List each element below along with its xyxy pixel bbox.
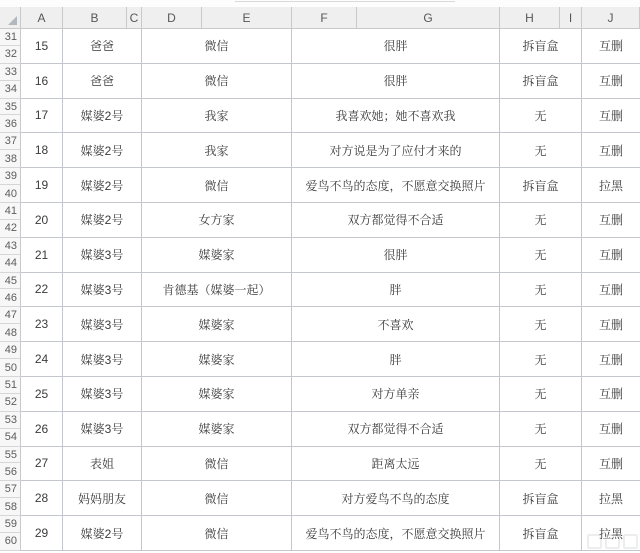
row-header[interactable]: 47 [0, 307, 20, 324]
cell-action[interactable]: 无 [500, 377, 582, 412]
row-header-pair [0, 99, 21, 134]
cell-place[interactable]: 媒婆家 [142, 307, 292, 342]
cell-result[interactable]: 互删 [582, 99, 640, 134]
cell-reason[interactable]: 距离太远 [292, 447, 500, 482]
cell-number[interactable]: 25 [21, 377, 63, 412]
table-row [0, 516, 640, 551]
cell-number[interactable]: 27 [21, 447, 63, 482]
cell-reason[interactable]: 不喜欢 [292, 307, 500, 342]
cell-reason[interactable]: 爱鸟不鸟的态度，不愿意交换照片 [292, 516, 500, 551]
table-row [0, 273, 640, 308]
cell-result[interactable]: 互删 [582, 29, 640, 64]
cell-place[interactable]: 微信 [142, 29, 292, 64]
table-row [0, 99, 640, 134]
cell-result[interactable]: 互删 [582, 412, 640, 447]
cell-number[interactable]: 16 [21, 64, 63, 99]
row-header-pair [0, 64, 21, 99]
cell-action[interactable]: 拆盲盒 [500, 29, 582, 64]
cell-reason[interactable]: 我喜欢她；她不喜欢我 [292, 99, 500, 134]
row-header[interactable]: 31 [0, 29, 20, 46]
cell-number[interactable]: 21 [21, 238, 63, 273]
row-header[interactable]: 52 [4, 396, 17, 409]
row-header[interactable]: 58 [4, 500, 17, 513]
table-row [0, 168, 640, 203]
cell-place[interactable]: 微信 [142, 481, 292, 516]
select-all-corner[interactable] [0, 7, 21, 28]
cell-action[interactable]: 无 [500, 203, 582, 238]
row-header[interactable]: 60 [4, 535, 17, 548]
cell-person[interactable]: 媒婆2号 [63, 203, 142, 238]
row-header[interactable]: 55 [0, 447, 20, 464]
cell-person[interactable]: 媒婆3号 [63, 238, 142, 273]
cell-person[interactable]: 媒婆2号 [63, 168, 142, 203]
table-row [0, 342, 640, 377]
cell-reason[interactable]: 胖 [292, 273, 500, 308]
table-row [0, 238, 640, 273]
row-header[interactable]: 54 [4, 431, 17, 444]
cell-number[interactable]: 29 [21, 516, 63, 551]
cell-number[interactable]: 26 [21, 412, 63, 447]
cell-action[interactable]: 无 [500, 307, 582, 342]
row-header[interactable]: 36 [4, 117, 17, 130]
cell-action[interactable]: 无 [500, 342, 582, 377]
cell-person[interactable]: 媒婆2号 [63, 99, 142, 134]
cell-place[interactable]: 我家 [142, 99, 292, 134]
column-header-J[interactable]: J [582, 7, 640, 28]
cell-result[interactable]: 互删 [582, 377, 640, 412]
column-header-row [0, 7, 640, 29]
row-header[interactable]: 35 [0, 99, 20, 116]
cell-person[interactable]: 妈妈朋友 [63, 481, 142, 516]
row-header[interactable]: 44 [4, 257, 17, 270]
column-header-D[interactable]: D [142, 7, 202, 28]
cell-action[interactable]: 拆盲盒 [500, 481, 582, 516]
row-header-pair [0, 133, 21, 168]
row-header[interactable]: 39 [0, 168, 20, 185]
column-header-B[interactable]: B [63, 7, 127, 28]
column-header-E[interactable]: E [202, 7, 292, 28]
row-header[interactable]: 37 [0, 133, 20, 150]
column-header-G[interactable]: G [357, 7, 500, 28]
cell-number[interactable]: 23 [21, 307, 63, 342]
cell-person[interactable]: 媒婆3号 [63, 342, 142, 377]
row-header-pair [0, 481, 21, 516]
row-header[interactable]: 50 [4, 361, 17, 374]
cell-result[interactable]: 拉黑 [582, 516, 640, 551]
row-header-pair [0, 447, 21, 482]
table-row [0, 203, 640, 238]
row-header-pair [0, 516, 21, 551]
row-header-pair [0, 307, 21, 342]
row-header-pair [0, 412, 21, 447]
cell-place[interactable]: 微信 [142, 447, 292, 482]
row-header[interactable]: 32 [4, 48, 17, 61]
cell-place[interactable]: 我家 [142, 133, 292, 168]
table-row [0, 133, 640, 168]
table-row [0, 29, 640, 64]
cell-reason[interactable]: 很胖 [292, 238, 500, 273]
column-header-I[interactable]: I [560, 7, 582, 28]
cell-result[interactable]: 互删 [582, 342, 640, 377]
cell-person[interactable]: 媒婆3号 [63, 377, 142, 412]
cell-result[interactable]: 互删 [582, 133, 640, 168]
cell-number[interactable]: 28 [21, 481, 63, 516]
row-header[interactable]: 59 [0, 516, 20, 533]
cell-result[interactable]: 拉黑 [582, 168, 640, 203]
cell-result[interactable]: 互删 [582, 203, 640, 238]
cell-place[interactable]: 女方家 [142, 203, 292, 238]
top-edge-line [235, 1, 455, 2]
cell-place[interactable]: 媒婆家 [142, 412, 292, 447]
row-header-pair [0, 29, 21, 64]
row-header-pair [0, 273, 21, 308]
cell-person[interactable]: 媒婆3号 [63, 307, 142, 342]
cell-place[interactable]: 微信 [142, 64, 292, 99]
table-row [0, 377, 640, 412]
cell-result[interactable]: 拉黑 [582, 481, 640, 516]
row-header-pair [0, 203, 21, 238]
cell-person[interactable]: 媒婆3号 [63, 412, 142, 447]
cell-place[interactable]: 微信 [142, 516, 292, 551]
row-header-pair [0, 238, 21, 273]
select-all-triangle-icon [8, 16, 17, 25]
cell-place[interactable]: 媒婆家 [142, 238, 292, 273]
row-header-pair [0, 377, 21, 412]
column-header-A[interactable]: A [21, 7, 63, 28]
row-header[interactable]: 33 [0, 64, 20, 81]
cell-reason[interactable]: 对方单亲 [292, 377, 500, 412]
cell-person[interactable]: 媒婆2号 [63, 133, 142, 168]
cell-action[interactable]: 无 [500, 99, 582, 134]
cell-number[interactable]: 17 [21, 99, 63, 134]
cell-action[interactable]: 无 [500, 412, 582, 447]
cell-reason[interactable]: 对方说是为了应付才来的 [292, 133, 500, 168]
cell-reason[interactable]: 很胖 [292, 64, 500, 99]
row-header[interactable]: 42 [4, 222, 17, 235]
cell-result[interactable]: 互删 [582, 273, 640, 308]
cell-number[interactable]: 22 [21, 273, 63, 308]
cell-result[interactable]: 互删 [582, 447, 640, 482]
row-header[interactable]: 40 [4, 187, 17, 200]
top-edge-strip [0, 0, 640, 7]
row-header[interactable]: 45 [0, 273, 20, 290]
cell-reason[interactable]: 很胖 [292, 29, 500, 64]
table-row [0, 481, 640, 516]
cell-reason[interactable]: 双方都觉得不合适 [292, 412, 500, 447]
table-row [0, 412, 640, 447]
cell-place[interactable]: 肯德基（媒婆一起） [142, 273, 292, 308]
row-header[interactable]: 34 [4, 83, 17, 96]
row-header[interactable]: 51 [0, 377, 20, 394]
cell-person[interactable]: 媒婆3号 [63, 273, 142, 308]
cell-number[interactable]: 20 [21, 203, 63, 238]
table-row [0, 447, 640, 482]
cell-person[interactable]: 媒婆2号 [63, 516, 142, 551]
cell-reason[interactable]: 对方爱鸟不鸟的态度 [292, 481, 500, 516]
cell-reason[interactable]: 胖 [292, 342, 500, 377]
column-header-C[interactable]: C [127, 7, 142, 28]
grid-body [0, 29, 640, 551]
row-header[interactable]: 53 [0, 412, 20, 429]
cell-action[interactable]: 无 [500, 447, 582, 482]
cell-place[interactable]: 媒婆家 [142, 377, 292, 412]
cell-result[interactable]: 互删 [582, 307, 640, 342]
row-header[interactable]: 46 [4, 291, 17, 304]
cell-number[interactable]: 18 [21, 133, 63, 168]
row-header[interactable]: 57 [0, 481, 20, 498]
cell-action[interactable]: 拆盲盒 [500, 64, 582, 99]
cell-number[interactable]: 19 [21, 168, 63, 203]
row-header-pair [0, 168, 21, 203]
row-header-pair [0, 342, 21, 377]
table-row [0, 307, 640, 342]
cell-place[interactable]: 微信 [142, 168, 292, 203]
cell-number[interactable]: 24 [21, 342, 63, 377]
cell-action[interactable]: 无 [500, 238, 582, 273]
column-header-F[interactable]: F [292, 7, 357, 28]
row-header[interactable]: 49 [0, 342, 20, 359]
cell-person[interactable]: 爸爸 [63, 29, 142, 64]
cell-action[interactable]: 无 [500, 133, 582, 168]
row-header[interactable]: 38 [4, 152, 17, 165]
column-header-H[interactable]: H [500, 7, 560, 28]
cell-action[interactable]: 拆盲盒 [500, 168, 582, 203]
row-header[interactable]: 56 [4, 465, 17, 478]
row-header[interactable]: 48 [4, 326, 17, 339]
cell-result[interactable]: 互删 [582, 238, 640, 273]
cell-result[interactable]: 互删 [582, 64, 640, 99]
row-header[interactable]: 43 [0, 238, 20, 255]
row-header[interactable]: 41 [0, 203, 20, 220]
cell-action[interactable]: 拆盲盒 [500, 516, 582, 551]
cell-number[interactable]: 15 [21, 29, 63, 64]
cell-person[interactable]: 爸爸 [63, 64, 142, 99]
table-row [0, 64, 640, 99]
cell-action[interactable]: 无 [500, 273, 582, 308]
cell-reason[interactable]: 爱鸟不鸟的态度，不愿意交换照片 [292, 168, 500, 203]
cell-person[interactable]: 表姐 [63, 447, 142, 482]
cell-reason[interactable]: 双方都觉得不合适 [292, 203, 500, 238]
cell-place[interactable]: 媒婆家 [142, 342, 292, 377]
